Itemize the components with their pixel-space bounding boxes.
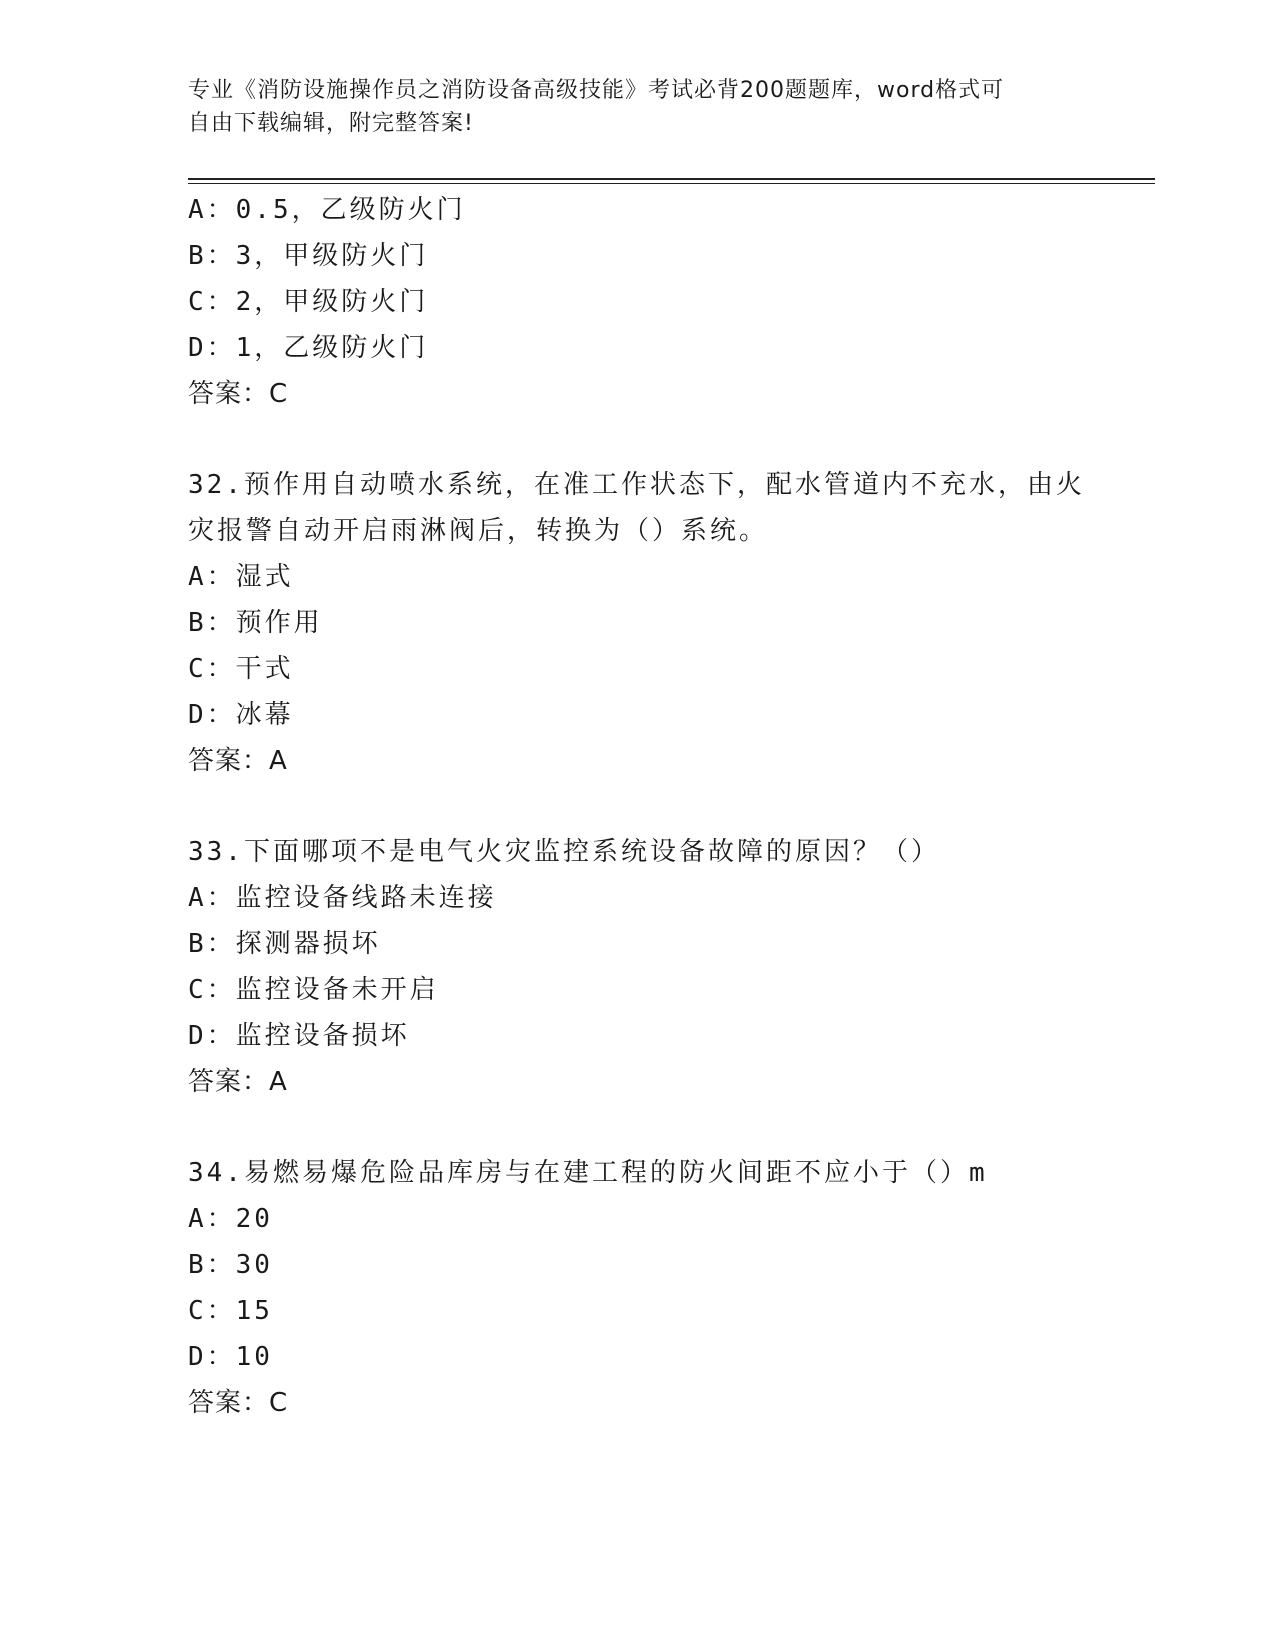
question-spacer (188, 1105, 1088, 1150)
question-block-34 (188, 1150, 1088, 1426)
question-text: 32.预作用自动喷水系统，在准工作状态下，配水管道内不充水，由火灾报警自动开启雨淋阀后，转换为（）系统。 (188, 470, 1085, 546)
question-block-32 (188, 462, 1088, 784)
option-c: C：15 (188, 1296, 273, 1326)
option-c: C：干式 (188, 654, 294, 684)
option-d: D：冰幕 (188, 700, 294, 730)
option-b: B：3，甲级防火门 (188, 241, 429, 271)
answer-line: 答案：C (188, 379, 289, 409)
option-c: C：2，甲级防火门 (188, 287, 429, 317)
option-a: A：湿式 (188, 562, 294, 592)
header-divider-thick (188, 178, 1155, 180)
option-d: D：1，乙级防火门 (188, 333, 429, 363)
question-list (188, 187, 1088, 1426)
header-title-line-1: 专业《消防设施操作员之消防设备高级技能》考试必背200题题库，word格式可 (188, 78, 1005, 103)
answer-line: 答案：A (188, 746, 288, 776)
question-spacer (188, 417, 1088, 462)
question-spacer (188, 784, 1088, 829)
option-d: D：10 (188, 1342, 273, 1372)
document-header (188, 74, 1068, 140)
answer-line: 答案：A (188, 1067, 288, 1097)
option-a: A：监控设备线路未连接 (188, 883, 497, 913)
header-title-line-2: 自由下载编辑，附完整答案! (188, 111, 474, 136)
option-b: B：预作用 (188, 608, 323, 638)
option-b: B：30 (188, 1250, 273, 1280)
option-b: B：探测器损坏 (188, 929, 381, 959)
question-block-31 (188, 187, 1088, 417)
question-text: 33.下面哪项不是电气火灾监控系统设备故障的原因？（） (188, 837, 940, 867)
option-a: A：0.5，乙级防火门 (188, 195, 466, 225)
question-block-33 (188, 829, 1088, 1105)
option-a: A：20 (188, 1204, 273, 1234)
answer-line: 答案：C (188, 1388, 289, 1418)
option-c: C：监控设备未开启 (188, 975, 439, 1005)
option-d: D：监控设备损坏 (188, 1021, 410, 1051)
header-divider-thin (188, 183, 1155, 184)
question-text: 34.易燃易爆危险品库房与在建工程的防火间距不应小于（）m (188, 1158, 988, 1188)
